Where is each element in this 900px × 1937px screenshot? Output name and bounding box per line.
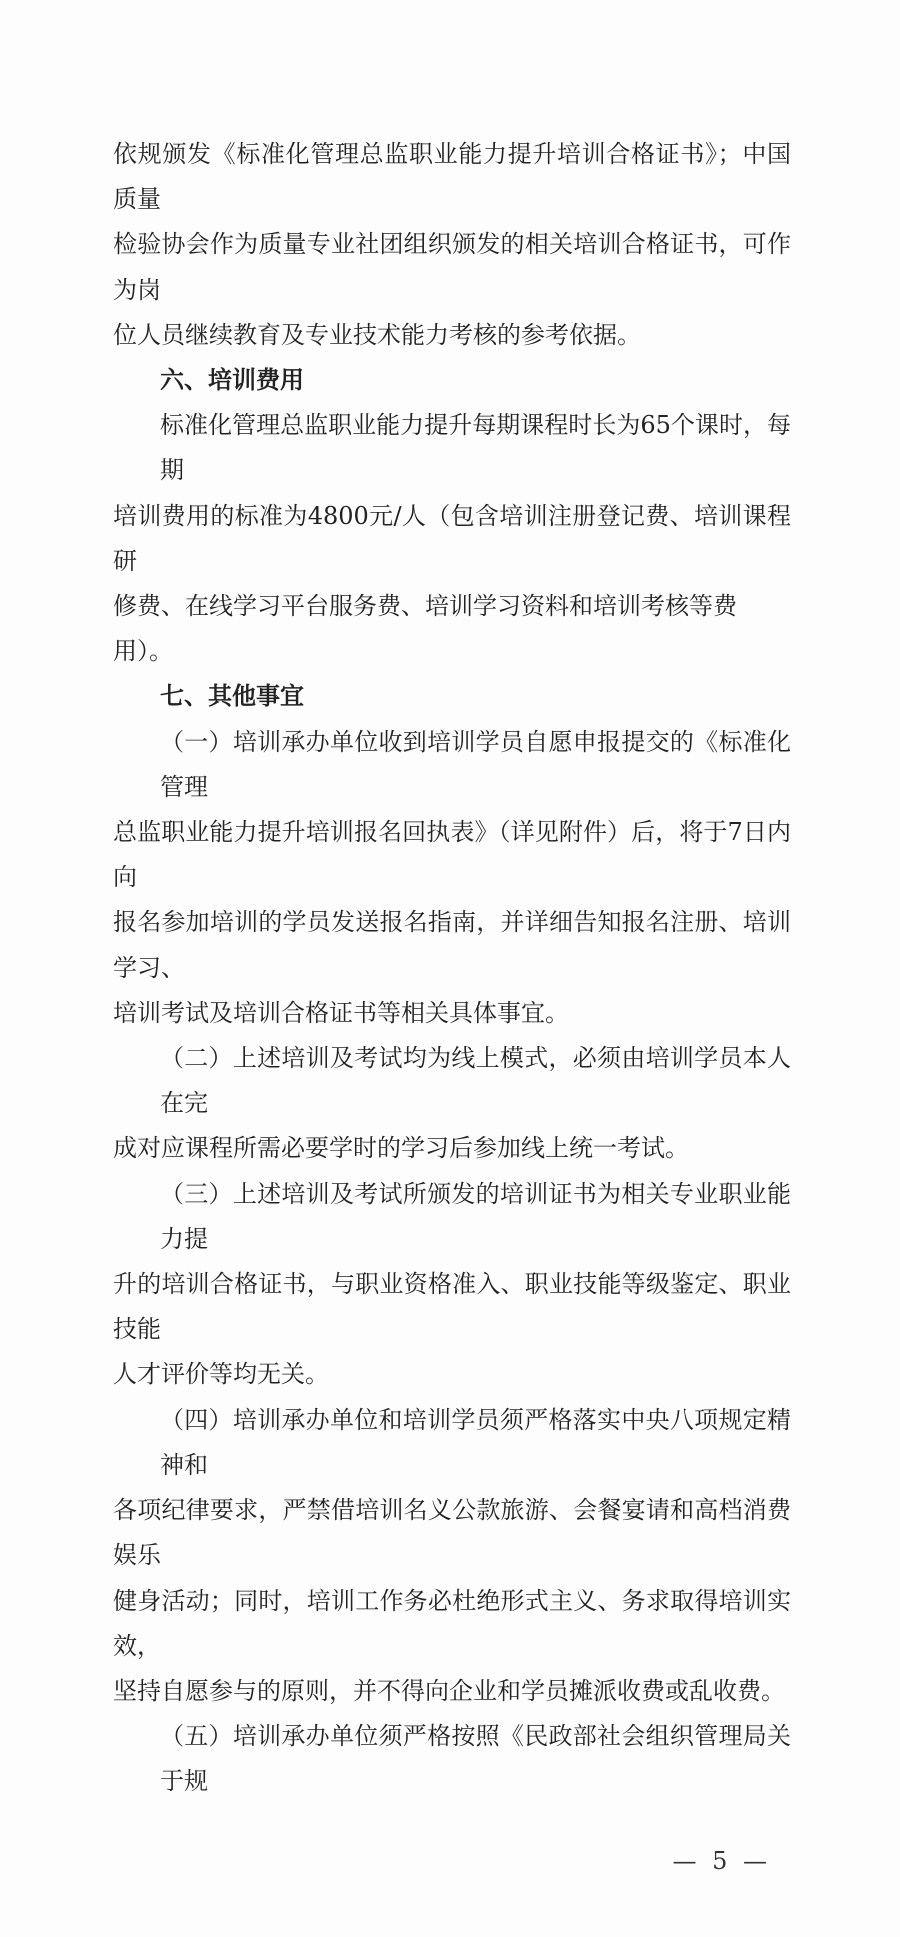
text-line: 人才评价等均无关。 <box>113 1360 329 1389</box>
text-line: （一）培训承办单位收到培训学员自愿申报提交的《标准化管理 <box>160 727 791 801</box>
text-line: 六、培训费用 <box>160 366 304 395</box>
text-line: 各项纪律要求，严禁借培训名义公款旅游、会餐宴请和高档消费娱乐 <box>113 1496 791 1570</box>
paragraph <box>113 1398 791 1714</box>
text-line: 总监职业能力提升培训报名回执表》（详见附件）后，将于7日内向 <box>113 818 791 892</box>
text-line: 位人员继续教育及专业技术能力考核的参考依据。 <box>113 320 641 349</box>
text-line: 培训考试及培训合格证书等相关具体事宜。 <box>113 998 569 1027</box>
text-line: 成对应课程所需必要学时的学习后参加线上统一考试。 <box>113 1134 689 1163</box>
text-line: 升的培训合格证书，与职业资格准入、职业技能等级鉴定、职业技能 <box>113 1270 791 1344</box>
text-line: 依规颁发《标准化管理总监职业能力提升培训合格证书》；中国质量 <box>113 140 791 214</box>
text-line: （四）培训承办单位和培训学员须严格落实中央八项规定精神和 <box>160 1405 791 1479</box>
paragraph <box>113 1172 791 1398</box>
paragraph <box>113 132 791 358</box>
text-line: 报名参加培训的学员发送报名指南，并详细告知报名注册、培训学习、 <box>113 908 791 982</box>
text-line: 修费、在线学习平台服务费、培训学习资料和培训考核等费用）。 <box>113 592 737 666</box>
section-heading <box>113 358 791 403</box>
text-line: （二）上述培训及考试均为线上模式，必须由培训学员本人在完 <box>160 1044 791 1118</box>
text-line: 培训费用的标准为4800元/人（包含培训注册登记费、培训课程研 <box>113 501 791 575</box>
text-line: 标准化管理总监职业能力提升每期课程时长为65个课时，每期 <box>160 411 791 485</box>
paragraph <box>113 403 791 674</box>
text-line: （三）上述培训及考试所颁发的培训证书为相关专业职业能力提 <box>160 1179 791 1253</box>
paragraph <box>113 1036 791 1172</box>
paragraph <box>113 720 791 1036</box>
text-line: 七、其他事宜 <box>160 682 304 711</box>
section-heading <box>113 674 791 719</box>
document-body <box>113 132 791 1805</box>
text-line: 检验协会作为质量专业社团组织颁发的相关培训合格证书，可作为岗 <box>113 230 791 304</box>
text-line: （五）培训承办单位须严格按照《民政部社会组织管理局关于规 <box>160 1722 791 1796</box>
page-number: — 5 — <box>672 1846 771 1875</box>
text-line: 坚持自愿参与的原则，并不得向企业和学员摊派收费或乱收费。 <box>113 1676 785 1705</box>
paragraph <box>113 1714 791 1804</box>
text-line: 健身活动；同时，培训工作务必杜绝形式主义、务求取得培训实效， <box>113 1586 791 1660</box>
